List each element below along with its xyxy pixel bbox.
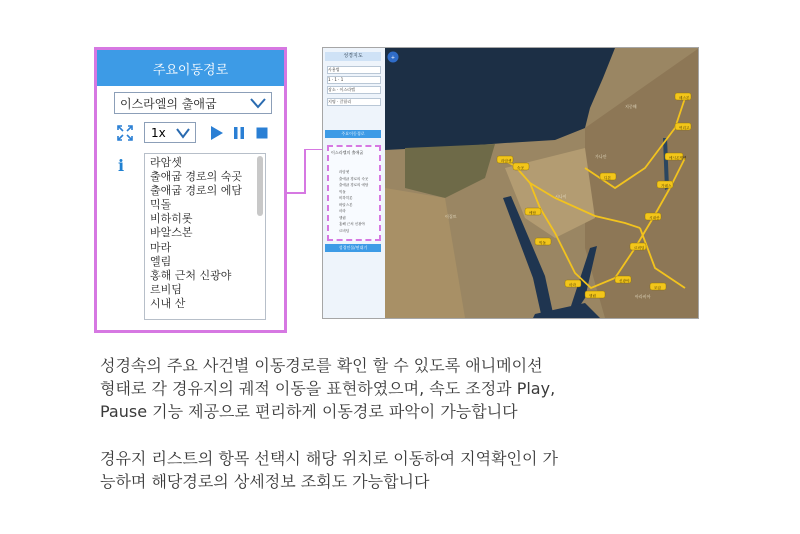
place-list-item[interactable]: 믹돌 [150, 198, 172, 212]
svg-text:시나이: 시나이 [555, 194, 567, 199]
place-list-item[interactable]: 출애굽 경로의 숙곳 [150, 170, 243, 184]
mini-place-list-item[interactable]: 출애굽 경로의 숙곳 [339, 176, 369, 181]
speed-select[interactable] [144, 122, 196, 143]
svg-text:+: + [390, 55, 396, 61]
mini-place-list-item[interactable]: 르비딤 [339, 228, 350, 233]
mini-place-list-item[interactable]: 마라 [339, 209, 346, 213]
list-scrollbar[interactable] [257, 156, 263, 216]
mini-place-list-item[interactable]: 믹돌 [339, 189, 346, 194]
mini-place-list-item[interactable]: 바알스본 [339, 202, 353, 207]
play-icon[interactable] [208, 125, 224, 141]
description-line: Pause 기능 제공으로 편리하게 이동경로 파악이 가능합니다 [100, 402, 518, 421]
sidebar-tab[interactable]: 성경지도 [325, 52, 381, 61]
satellite-map[interactable] [385, 48, 699, 318]
sidebar-section-header: 주요이동경로 [325, 130, 381, 138]
map-place-label[interactable]: 숙곳 [517, 166, 524, 170]
place-list-item[interactable]: 홍해 근처 신광야 [150, 268, 232, 282]
map-place-label[interactable]: 라암셋 [501, 159, 512, 163]
map-place-label[interactable]: 신광야 [619, 279, 630, 283]
info-icon[interactable]: i [118, 156, 125, 175]
svg-text:지중해: 지중해 [625, 104, 637, 109]
sidebar-row[interactable]: 장소 · 이스라엘 [327, 86, 381, 94]
description-line: 성경속의 주요 사건별 이동경로를 확인 할 수 있도록 애니메이션 [100, 356, 543, 375]
place-list-item[interactable]: 라암셋 [150, 156, 182, 169]
map-place-label[interactable]: 여리고 [679, 126, 690, 130]
description-paragraph-1 [100, 354, 740, 423]
app-screenshot [322, 47, 699, 319]
map-place-label[interactable]: 에시온게벨 [669, 156, 687, 160]
mini-place-list-item[interactable]: 라암셋 [339, 170, 350, 174]
place-list-item[interactable]: 출애굽 경로의 에담 [150, 184, 243, 198]
mini-place-list-item[interactable]: 홍해 근처 신광야 [339, 222, 365, 226]
description-line: 능하며 해당경로의 상세정보 조회도 가능합니다 [100, 472, 430, 491]
sidebar-footer-button[interactable]: 성경인물/연대기 [325, 244, 381, 252]
connector-lines [287, 149, 327, 194]
route-panel-zoom [94, 47, 287, 333]
mini-place-list[interactable] [339, 169, 377, 234]
map-place-label[interactable]: 에담 [529, 211, 536, 215]
sidebar-route-panel [327, 145, 381, 241]
map-place-label[interactable]: 엘림 [589, 294, 596, 298]
description-paragraph-2 [100, 447, 740, 493]
sidebar-row[interactable]: 지명 · 갈릴리 [327, 98, 381, 106]
svg-text:이집트: 이집트 [445, 214, 457, 219]
map-zoom-control-icon[interactable] [387, 51, 399, 63]
map-place-label[interactable]: 르비딤 [634, 246, 645, 250]
place-list-item[interactable]: 시내 산 [150, 296, 186, 310]
stop-icon[interactable] [254, 125, 270, 141]
place-list-item[interactable]: 엘림 [150, 254, 172, 268]
mini-place-list-item[interactable]: 출애굽 경로의 에담 [339, 183, 369, 187]
map-place-label[interactable]: 시내산 [649, 216, 660, 220]
sidebar-row[interactable]: 1 · 1 · 1 [327, 76, 381, 84]
map-place-label[interactable]: 믹돌 [539, 241, 546, 245]
place-list-item[interactable]: 비하히롯 [150, 212, 193, 226]
place-list-item[interactable]: 마라 [150, 240, 172, 254]
chevron-down-icon [249, 96, 267, 110]
svg-text:아라비아: 아라비아 [635, 294, 651, 299]
fullscreen-icon[interactable] [117, 125, 133, 141]
map-place-label[interactable]: 마라 [569, 283, 576, 287]
description-line: 형태로 각 경유지의 궤적 이동을 표현하였으며, 속도 조정과 Play, [100, 379, 556, 398]
svg-text:가나안: 가나안 [595, 154, 607, 159]
speed-select-value: 1x [151, 125, 166, 140]
route-select-value: 이스라엘의 출애굽 [120, 96, 217, 111]
map-place-label[interactable]: 헤스본 [679, 96, 690, 100]
map-place-label[interactable]: 가데스 [661, 184, 672, 188]
map-place-label[interactable]: 모압 [654, 286, 661, 290]
app-sidebar [323, 48, 386, 318]
chevron-down-icon [175, 126, 191, 140]
place-list-item[interactable]: 르비딤 [150, 282, 182, 296]
sidebar-row[interactable]: 사용법 [327, 66, 381, 74]
description-line: 경유지 리스트의 항목 선택시 해당 위치로 이동하여 지역확인이 가 [100, 449, 559, 468]
panel-title: 주요이동경로 [97, 50, 284, 86]
route-select[interactable] [114, 92, 272, 114]
place-list-item[interactable]: 바알스본 [150, 226, 193, 240]
map-place-label[interactable]: 디본 [604, 176, 611, 180]
place-list[interactable] [144, 153, 266, 320]
mini-place-list-item[interactable]: 엘림 [339, 215, 346, 220]
pause-icon[interactable] [231, 125, 247, 141]
mini-place-list-item[interactable]: 비하히롯 [339, 196, 353, 200]
mini-route-select[interactable]: 이스라엘의 출애굽 [331, 150, 364, 155]
